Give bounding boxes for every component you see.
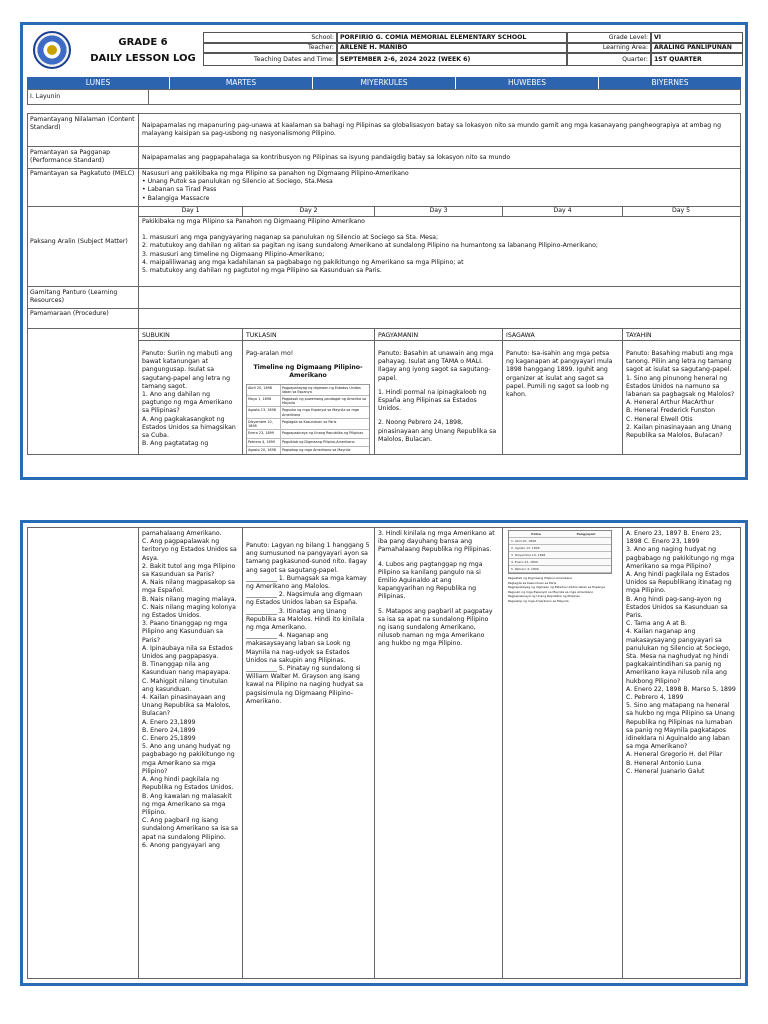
isagawa-choice: Pagsiklab ng Digmaang Pilipino-Amerikano — [508, 576, 573, 580]
text-line: A. Enero 23,1899 — [142, 718, 196, 726]
text-line: 5. Matapos ang pagbaril at pagpatay sa isa sa apat na sundalong Pilipino ng isang sundalong Amerikano, nilusob naman ng mga Amerikano ang hukbo ng mga Pilipino. — [378, 607, 493, 648]
text-line: __________ 4. Naganap ang makasaysayang laban sa Look ng Maynila na nag-udyok sa Estados Unidos na sakupin ang Pilipinas. — [246, 632, 351, 664]
text-line: 4. Kailan naganap ang makasaysayang pangyayari sa panulukan ng Silencio at Sociego, Sta. Mesa na naghudyat ng hindi pagkakaintindihan sa panig ng Amerikano kaya nilusob nila ang hukbong Pilipino? — [626, 628, 731, 685]
isagawa-row: 4. Enero 23, 1899 — [509, 559, 611, 566]
isagawa-content-p1 — [506, 350, 618, 454]
paksa-label: Paksang Aralin (Subject Matter) — [30, 238, 128, 245]
pagyamanin-content-p1 — [378, 350, 498, 454]
header — [23, 25, 745, 77]
timeline-date: Disyembre 10, 1898 — [247, 419, 281, 429]
timeline-event: Pagpapasinaya ng Unang Republika ng Pilipinas — [282, 431, 364, 436]
tuklasin-content-p1 — [246, 350, 370, 454]
content-standard-text: Naipapamalas ng mapanuring pag-unawa at kaalaman sa bahagi ng Pilipinas sa globalisasyon batay sa lokasyon nito sa mundo gamit ang mga kasanayang pangheograpiya at ambag ng malayang kaisipan sa pag-usbong ng nasyonalismong Pilipino. — [142, 122, 722, 138]
text-line: 1. Ano ang dahilan ng pagtungo ng mga Amerikano sa Pilipinas? — [142, 391, 233, 415]
quarter-value: 1ST QUARTER — [651, 52, 743, 66]
performance-standard-label: Pamantayan sa Pagganap (Performance Standard) — [30, 149, 111, 165]
melc-line: • Unang Putok sa panulukan ng Silencio at Sociego, Sta.Mesa — [142, 178, 333, 186]
main-table — [27, 113, 741, 455]
school-value: PORFIRIO G. COMIA MEMORIAL ELEMENTARY SCHOOL — [337, 32, 567, 44]
paksa-line: Pakikibaka ng mga Pilipino sa Panahon ng Digmaang Pilipino Amerikano — [142, 218, 365, 225]
day-friday: BIYERNES — [598, 77, 741, 89]
text-line: 2. Noong Pebrero 24, 1898, pinasinayaan ang Unang Republika sa Malolos, Bulacan. — [378, 419, 497, 443]
timeline-date: Agosto 13, 1898 — [247, 407, 281, 417]
text-line: 2. Bakit tutol ang mga Pilipino sa Kasunduan sa Paris? — [142, 562, 236, 579]
paksa-text — [142, 218, 736, 275]
isagawa-table-header — [509, 531, 611, 538]
subukin-header: SUBUKIN — [142, 332, 170, 339]
tayahin-content-p1 — [626, 350, 738, 454]
day-thursday: HUWEBES — [455, 77, 598, 89]
paksa-line: 1. masusuri ang mga pangyayaring naganap sa panulukan ng Silencio at Sociego sa Sta. Mesa; — [142, 234, 439, 242]
timeline-date: Enero 23, 1899 — [247, 430, 281, 438]
timeline-table — [246, 384, 370, 454]
text-line: __________ 3. Itinatag ang Unang Republika sa Malolos. Hindi ito kinilala ng mga Amerikano. — [246, 607, 365, 632]
continuation-table — [27, 527, 741, 979]
dates-value: SEPTEMBER 2-6, 2024 2022 (WEEK 6) — [337, 52, 567, 66]
deped-seal-icon — [33, 31, 71, 69]
text-line: C. Ang pagpapalawak ng teritoryo ng Estados Unidos sa Asya. — [142, 538, 237, 562]
teacher-value: ARLENE H. MAÑIBO — [337, 42, 567, 54]
tayahin-header: TAYAHIN — [626, 332, 652, 339]
timeline-event: Pagsakop ng mga Amerikano sa Maynila — [282, 448, 351, 453]
timeline-row — [247, 396, 369, 407]
grade-level-label: Grade Level: — [567, 32, 651, 44]
text-line: __________ 1. Bumagsak sa mga kamay ng Amerikano ang Malolos. — [246, 574, 367, 591]
day-1-label: Day 1 — [139, 207, 242, 215]
pagyamanin-header: PAGYAMANIN — [378, 332, 419, 339]
day-2-label: Day 2 — [243, 207, 374, 215]
paksa-line: 4. maipaliliwanag ang mga kadahilanan sa pagbabago ng pakikitungo ng Amerikano sa mga Pilipino; at — [142, 258, 464, 266]
day-3-label: Day 3 — [375, 207, 502, 215]
learning-area-label: Learning Area: — [567, 42, 651, 54]
timeline-event: Pagsuko ng mga Espanyol sa Maynila sa mga Amerikano — [282, 408, 359, 417]
timeline-row — [247, 407, 369, 418]
text-line: 3. Hindi kinilala ng mga Amerikano at iba pang dayuhang bansa ang Pamahalaang Republika ng Pilipinas. — [378, 530, 495, 554]
isagawa-organizer-table — [508, 530, 612, 574]
text-line: 4. Lubos ang pagtanggap ng mga Pilipino sa kanilang pangulo na si Emilio Aguinaldo at ang kapangyarihan ng Republika ng Pilipinas. — [378, 560, 483, 601]
text-line: A. Enero 22, 1898 B. Marso 5, 1899 C. Pebrero 4, 1899 — [626, 685, 736, 702]
tayahin-content-p2 — [626, 530, 738, 976]
timeline-event: Pagpasok ng puwersang pandagat ng Amerika sa Maynila — [282, 397, 366, 406]
day-header-bar — [27, 77, 741, 89]
paksa-line — [142, 226, 736, 234]
subukin-content-p2 — [142, 530, 240, 976]
isagawa-header-cell: Pangyayari — [576, 532, 596, 536]
isagawa-content-p2 — [508, 530, 618, 610]
text-line: A. Enero 23, 1897 B. Enero 23, 1898 C. Enero 23, 1899 — [626, 530, 722, 546]
text-line: B. Ang kawalan ng malasakit ng mga Amerikano sa mga Pilipino. — [142, 792, 232, 816]
timeline-date: Pebrero 4, 1899 — [247, 439, 281, 447]
dates-label: Teaching Dates and Time: — [203, 52, 337, 66]
melc-label: Pamantayan sa Pagkatuto (MELC) — [30, 170, 135, 177]
timeline-event: Paglagda sa Kasunduan sa Paris — [282, 419, 337, 424]
melc-line: • Labanan sa Tirad Pass — [142, 186, 217, 194]
isagawa-choice: Paglagda sa Kasunduan sa Paris — [508, 580, 557, 585]
text-line: 3. Ano ang naging hudyat ng pagbabago ng pakikitungo ng mga Amerikano sa mga Pilipino? — [626, 546, 735, 570]
teacher-label: Teacher: — [203, 42, 337, 54]
pagyamanin-content-p2 — [378, 530, 498, 976]
timeline-row — [247, 439, 369, 448]
paksa-line: 3. masusuri ang timeline ng Digmaang Pilipino-Amerikano; — [142, 250, 325, 258]
text-line: B. Ang hindi pag-sang-ayon ng Estados Unidos sa Kasunduan sa Paris. — [626, 595, 728, 620]
timeline-row — [247, 430, 369, 439]
isagawa-header: ISAGAWA — [506, 332, 535, 339]
text-line: 1. Sino ang pinunong heneral ng Estados Unidos na namuno sa labanan sa pagbagsak ng Malolos? — [626, 374, 735, 399]
text-line: 5. Sino ang matapang na heneral sa hukbo ng mga Pilipino sa Unang Republika ng Pilipinas na lumaban sa panig ng Maynila pagkatapos idineklara ni Aguinaldo ang laban sa mga Amerikano? — [626, 702, 735, 751]
text-line: C. Heneral Juanario Galut — [626, 767, 705, 775]
text-line: pamahalaang Amerikano. — [142, 530, 222, 537]
text-line: Panuto: Suriin ng mabuti ang bawat katanungan at pangungusap. Isulat sa sagutang-papel ang letra ng tamang sagot. — [142, 350, 233, 390]
text-line: A. Heneral Arthur MacArthur — [626, 399, 714, 407]
text-line: Panuto: Basahin at unawain ang mga pahayag. Isulat ang TAMA o MALI. Ilagay ang iyong sagot sa sagutang-papel. — [378, 350, 494, 382]
text-line: A. Ang hindi pagkilala ng Republika ng Estados Unidos. — [142, 776, 234, 792]
grade-level-value: VI — [651, 32, 743, 44]
text-line: 1. Hindi pormal na ipinagkaloob ng Espaňa ang Pilipinas sa Estados Unidos. — [378, 388, 487, 413]
layunin-row — [27, 89, 741, 105]
isagawa-row: 5. Pebrero 4, 1899 — [509, 566, 611, 573]
content-standard-label: Pamantayang Nilalaman (Content Standard) — [30, 116, 135, 132]
text-line: C. Heneral Elwell Otis — [626, 415, 693, 423]
timeline-event: Pagsiklab ng Digmaang Pilipino-Amerikano — [282, 439, 355, 444]
day-tuesday: MARTES — [169, 77, 312, 89]
text-line: Panuto: Lagyan ng bilang 1 hanggang 5 ang sumusunod na pangyayari ayon sa tamang pagkasunod-sunod nito. Ilagay ang sagot sa sagutang-papel. — [246, 542, 370, 574]
text-line: C. Enero 25,1899 — [142, 735, 196, 743]
layunin-label: I. Layunin — [30, 93, 61, 100]
tuklasin-content-p2 — [246, 542, 370, 976]
isagawa-row: 3. Disyembre 10, 1898 — [509, 552, 611, 559]
day-4-label: Day 4 — [503, 207, 622, 215]
timeline-date: Agosto 20, 1898 — [247, 447, 281, 454]
pamaraan-label: Pamamaraan (Procedure) — [30, 310, 109, 317]
text-line: 5. Ano ang unang hudyat ng pagbabago ng pakikitungo ng mga Amerikano sa mga Pilipino? — [142, 743, 235, 775]
timeline-row — [247, 419, 369, 430]
day-wednesday: MIYERKULES — [312, 77, 455, 89]
performance-standard-text: Naipapamalas ang pagpapahalaga sa kontribusyon ng Pilipinas sa isyung pandaigdig batay sa lokasyon nito sa mundo — [142, 154, 511, 161]
text-line: B. Heneral Antonio Luna — [626, 759, 702, 767]
timeline-row — [247, 385, 369, 396]
text-line: 4. Kailan pinasinayaan ang Unang Republika sa Malolos, Bulacan? — [142, 694, 231, 718]
text-line: Pag-aralan mo! — [246, 350, 294, 357]
timeline-date: Abril 20, 1898 — [247, 385, 281, 395]
log-title: DAILY LESSON LOG — [90, 53, 196, 64]
paksa-line: 2. matutukoy ang dahilan ng alitan sa pagitan ng isang sundalong Amerikano at sundalong Pilipino na humantong sa labanang Pilipino-Amerikano; — [142, 242, 598, 250]
text-line: A. Ang pagkakasangkot ng Estados Unidos sa himagsikan sa Cuba. — [142, 415, 236, 440]
timeline-event: Pagpapahayag ng digmaan ng Estados Unidos laban sa Espanya — [282, 385, 361, 394]
gamitang-label: Gamitang Panturo (Learning Resources) — [30, 289, 118, 305]
text-line: C. Ang pagbaril ng isang sundalong Amerikano sa isa sa apat na sundalong Pilipino. — [142, 817, 239, 841]
melc-line: Nasusuri ang pakikibaka ng mga Pilipino sa panahon ng Digmaang Pilipino-Amerikano — [142, 170, 409, 177]
isagawa-choice: Pagsakop ng mga Amerikano sa Maynila — [508, 598, 569, 603]
text-line: C. Mahigpit nilang tinutulan ang kasunduan. — [142, 677, 228, 693]
isagawa-choice: Pagpapasinaya ng Unang Republika ng Pilipinas — [508, 594, 580, 598]
text-line: A. Ipinaubaya nila sa Estados Unidos ang pagpapasya. — [142, 644, 233, 661]
melc-line: • Balangiga Massacre — [142, 194, 210, 202]
text-line: B. Heneral Frederick Funston — [626, 407, 716, 415]
text-line: B. Nais nilang maging malaya. — [142, 595, 237, 603]
melc-text — [142, 170, 736, 203]
timeline-title: Timeline ng Digmaang Pilipino-Amerikano — [253, 364, 363, 380]
subukin-content-p1 — [142, 350, 240, 454]
text-line: B. Ang pagtatatag ng — [142, 440, 209, 448]
isagawa-header-cell: Petsa — [531, 532, 541, 536]
learning-area-value: ARALING PANLIPUNAN — [651, 42, 743, 54]
text-line: 2. Kailan pinasinayaan ang Unang Republika sa Malolos, Bulacan? — [626, 423, 732, 440]
text-line: Panuto: Basahing mabuti ang mga tanong. Piliin ang letra ng tamang sagot at isulat sa sagutang-papel. — [626, 350, 733, 374]
isagawa-choice: Pagsuko ng mga Espanyol sa Maynila sa mga Amerikano — [508, 589, 594, 594]
text-line: A. Ang hindi pagkilala ng Estados Unidos sa Republikang itinatag ng mga Pilipino. — [626, 571, 732, 595]
day-5-label: Day 5 — [623, 207, 739, 215]
text-line: A. Nais nilang magpasakop sa mga Espaňol. — [142, 579, 235, 595]
text-line: 3. Paano tinanggap ng mga Pilipino ang Kasunduan sa Paris? — [142, 620, 228, 644]
text-line: B. Tinanggap nila ang Kasunduan nang mapayapa. — [142, 661, 231, 677]
school-label: School: — [203, 32, 337, 44]
paksa-line: 5. matutukoy ang dahilan ng pagtutol ng mga Pilipino sa Kasunduan sa Paris. — [142, 267, 382, 275]
tuklasin-header: TUKLASIN — [246, 332, 277, 339]
isagawa-choice: Pagpapahayag ng digmaan ng Estados Unidos laban sa Espanya — [508, 585, 605, 589]
timeline-row — [247, 447, 369, 454]
lesson-log-page-1 — [20, 22, 748, 480]
text-line: 6. Anong pangyayari ang — [142, 841, 220, 849]
text-line: A. Heneral Gregorio H. del Pilar — [626, 751, 723, 759]
quarter-label: Quarter: — [567, 52, 651, 66]
isagawa-choices — [508, 576, 618, 603]
text-line: Panuto: Isa-isahin ang mga petsa ng kaganapan at pangyayari mula 1898 hanggang 1899. Iguhit ang organizer at isulat ang sagot sa papel. Pumili ng sagot sa loob ng kahon. — [506, 350, 613, 399]
text-line: C. Nais nilang maging kolonya ng Estados Unidos. — [142, 603, 236, 620]
day-monday: LUNES — [85, 78, 111, 87]
text-line: C. Tama ang A at B. — [626, 620, 687, 628]
text-line: B. Enero 24,1899 — [142, 726, 196, 734]
timeline-date: Mayo 1, 1898 — [247, 396, 281, 406]
isagawa-row: 1. Abril 20, 1898 — [509, 538, 611, 545]
grade-title: GRADE 6 — [118, 37, 168, 48]
text-line: __________ 5. Pinatay ng sundalong si William Walter M. Grayson ang isang kawal na Pilipino na naging hudyat sa pagsisimula ng Digmaang Pilipino-Amerikano. — [246, 665, 364, 705]
isagawa-row: 2. Agosto 13, 1898 — [509, 545, 611, 552]
lesson-log-page-2 — [20, 520, 748, 986]
text-line: __________ 2. Nagsimula ang digmaan ng Estados Unidos laban sa España. — [246, 591, 363, 607]
